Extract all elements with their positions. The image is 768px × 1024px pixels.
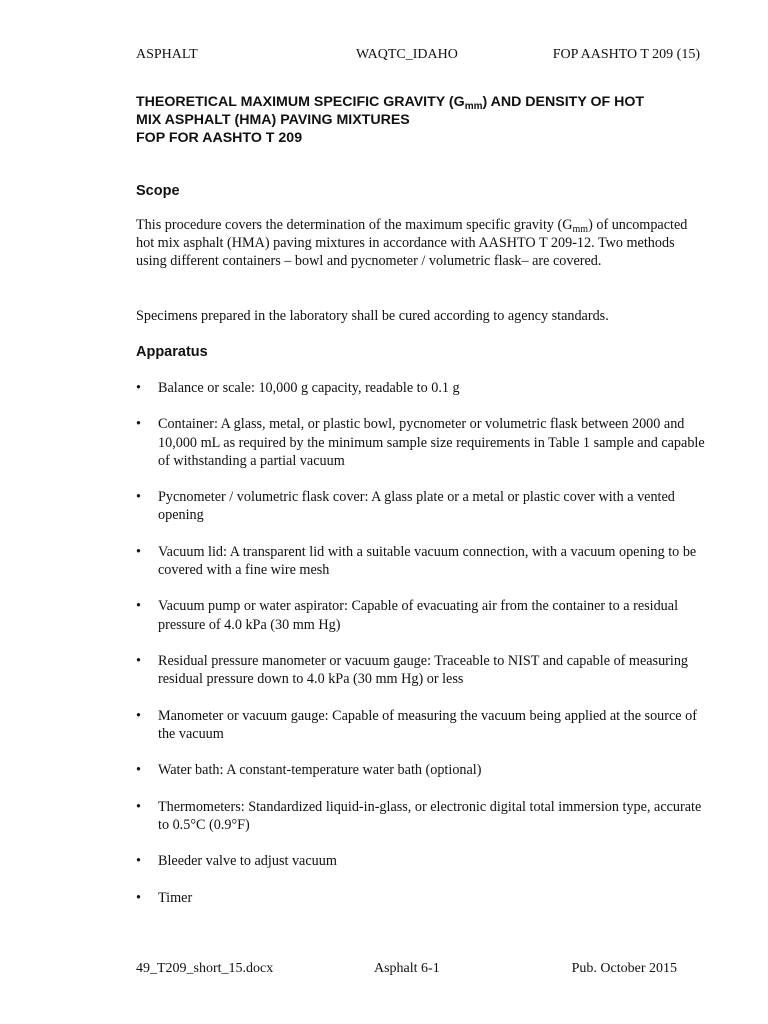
- apparatus-item-text: Water bath: A constant-temperature water bath (optional): [158, 762, 482, 779]
- bullet-icon: •: [136, 853, 141, 870]
- bullet-icon: •: [136, 798, 141, 815]
- apparatus-item: [136, 415, 706, 470]
- apparatus-item: [136, 889, 706, 907]
- apparatus-item-text: Timer: [158, 889, 193, 906]
- footer-publication-date: Pub. October 2015: [571, 961, 677, 976]
- apparatus-list: [136, 379, 706, 907]
- apparatus-item-text: Container: A glass, metal, or plastic bowl, pycnometer or volumetric flask between 2000 and 10,000 mL as required by the minimum sample size requirements in Table 1 sample and capable of withstanding a partial vacuum: [158, 416, 705, 469]
- bullet-icon: •: [136, 489, 141, 506]
- apparatus-item: [136, 798, 706, 834]
- document-title: [136, 93, 716, 147]
- page-header: [136, 47, 700, 67]
- apparatus-item-text: Vacuum lid: A transparent lid with a suitable vacuum connection, with a vacuum opening to be covered with a fine wire mesh: [158, 543, 697, 578]
- apparatus-item: [136, 488, 706, 524]
- bullet-icon: •: [136, 380, 141, 396]
- scope-heading: Scope: [136, 183, 180, 199]
- apparatus-heading: Apparatus: [136, 344, 208, 360]
- title-line-1: THEORETICAL MAXIMUM SPECIFIC GRAVITY $(G_{mm})$ AND DENSITY OF HOT: [136, 94, 645, 112]
- scope-subscript: mm: [572, 224, 589, 235]
- footer-filename: 49_T209_short_15.docx: [136, 961, 274, 976]
- header-right: FOP AASHTO T 209 (15): [552, 47, 700, 62]
- apparatus-item-text: Pycnometer / volumetric flask cover: A glass plate or a metal or plastic cover with a vented opening: [158, 489, 675, 524]
- header-center: WAQTC_IDAHO: [356, 47, 458, 62]
- apparatus-item: [136, 652, 706, 688]
- apparatus-item: [136, 597, 706, 633]
- bullet-icon: •: [136, 543, 141, 560]
- apparatus-item: [136, 707, 706, 743]
- apparatus-item-text: Residual pressure manometer or vacuum gauge: Traceable to NIST and capable of measuring residual pressure down to 4.0 kPa (30 mm Hg) or less: [158, 652, 689, 688]
- title-subscript: mm: [464, 101, 483, 112]
- bullet-icon: •: [136, 762, 141, 779]
- bullet-icon: •: [136, 652, 141, 669]
- title-line-3: FOP FOR AASHTO T 209: [136, 130, 303, 146]
- apparatus-item: [136, 852, 706, 870]
- apparatus-item: [136, 379, 706, 397]
- apparatus-item: [136, 543, 706, 579]
- footer-page-number: Asphalt 6-1: [374, 961, 440, 976]
- apparatus-item-text: Vacuum pump or water aspirator: Capable of evacuating air from the container to a residual pressure of 4.0 kPa (30 mm Hg): [158, 598, 679, 633]
- apparatus-item-text: Manometer or vacuum gauge: Capable of measuring the vacuum being applied at the source of the vacuum: [158, 707, 697, 742]
- apparatus-item-text: Balance or scale: 10,000 g capacity, readable to 0.1 g: [158, 380, 460, 396]
- bullet-icon: •: [136, 707, 141, 724]
- bullet-icon: •: [136, 598, 141, 615]
- apparatus-item: [136, 761, 706, 779]
- apparatus-item-text: Thermometers: Standardized liquid-in-glass, or electronic digital total immersion type, accurate to 0.5°C (0.9°F): [158, 798, 702, 833]
- bullet-icon: •: [136, 416, 141, 433]
- page-footer: [136, 961, 677, 981]
- header-left: ASPHALT: [136, 47, 198, 62]
- scope-paragraph: This procedure covers the determination of the maximum specific gravity $(G_{mm})$ of uncompacted hot mix asphalt (HMA) paving mixtures in accordance with AASHTO T 209-12. Two methods using different containers – bowl and pycnometer / volumetric flask– are covered.: [136, 217, 688, 270]
- curing-paragraph: Specimens prepared in the laboratory shall be cured according to agency standards.: [136, 308, 609, 324]
- title-line-2: MIX ASPHALT (HMA) PAVING MIXTURES: [136, 112, 410, 128]
- apparatus-item-text: Bleeder valve to adjust vacuum: [158, 853, 337, 870]
- bullet-icon: •: [136, 889, 141, 906]
